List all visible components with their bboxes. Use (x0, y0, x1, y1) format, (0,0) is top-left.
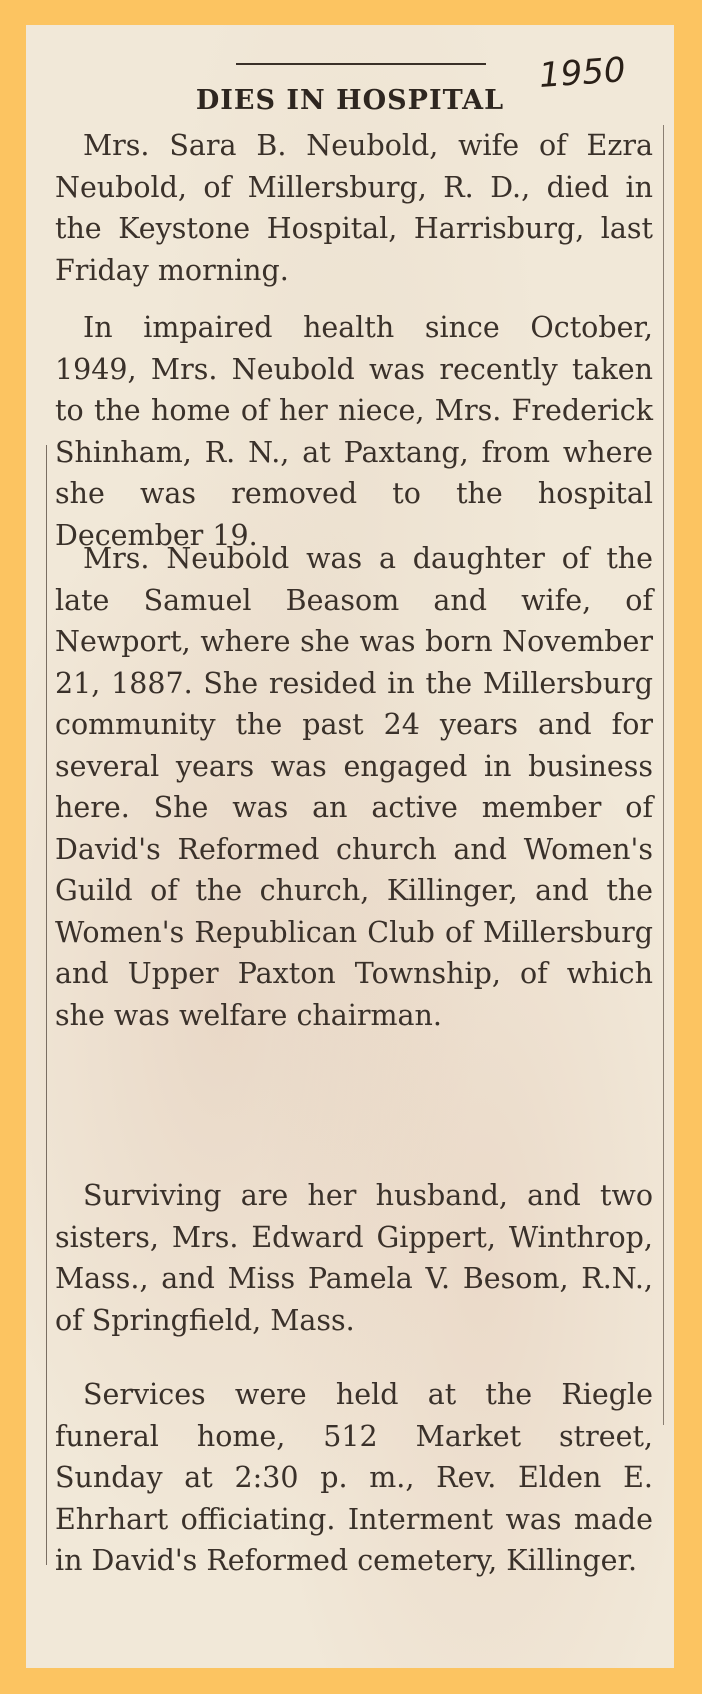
headline-rule (236, 63, 486, 65)
article-headline: DIES IN HOSPITAL (195, 85, 505, 116)
handwritten-year: 1950 (537, 50, 627, 96)
column-rule-right (663, 125, 664, 1425)
paragraph-1: Mrs. Sara B. Neubold, wife of Ezra Neubold, of Millersburg, R. D., died in the Keystone Hospital, Harrisburg, last Friday morning. (55, 129, 653, 287)
column-rule-left (46, 445, 47, 1565)
paragraph-4: Surviving are her husband, and two sisters, Mrs. Edward Gippert, Winthrop, Mass., and Miss Pamela V. Besom, R.N., of Springfield, Mass. (55, 1179, 653, 1337)
newspaper-clipping (26, 25, 674, 1668)
paragraph-2: In impaired health since October, 1949, Mrs. Neubold was recently taken to the home of her niece, Mrs. Frederick Shinham, R. N., at Paxtang, from where she was removed to the hospital December 19. (55, 311, 653, 552)
paragraph-3: Mrs. Neubold was a daughter of the late Samuel Beasom and wife, of Newport, where she was born November 21, 1887. She resided in the Millersburg community the past 24 years and for several years was engaged in business here. She was an active member of David's Reformed church and Women's Guild of the church, Killinger, and the Women's Republican Club of Millersburg and Upper Paxton Township, of which she was welfare chairman. (55, 542, 653, 1032)
paragraph-5: Services were held at the Riegle funeral home, 512 Market street, Sunday at 2:30 p. m., Rev. Elden E. Ehrhart officiating. Interment was made in David's Reformed cemetery, Killinger. (55, 1378, 653, 1577)
